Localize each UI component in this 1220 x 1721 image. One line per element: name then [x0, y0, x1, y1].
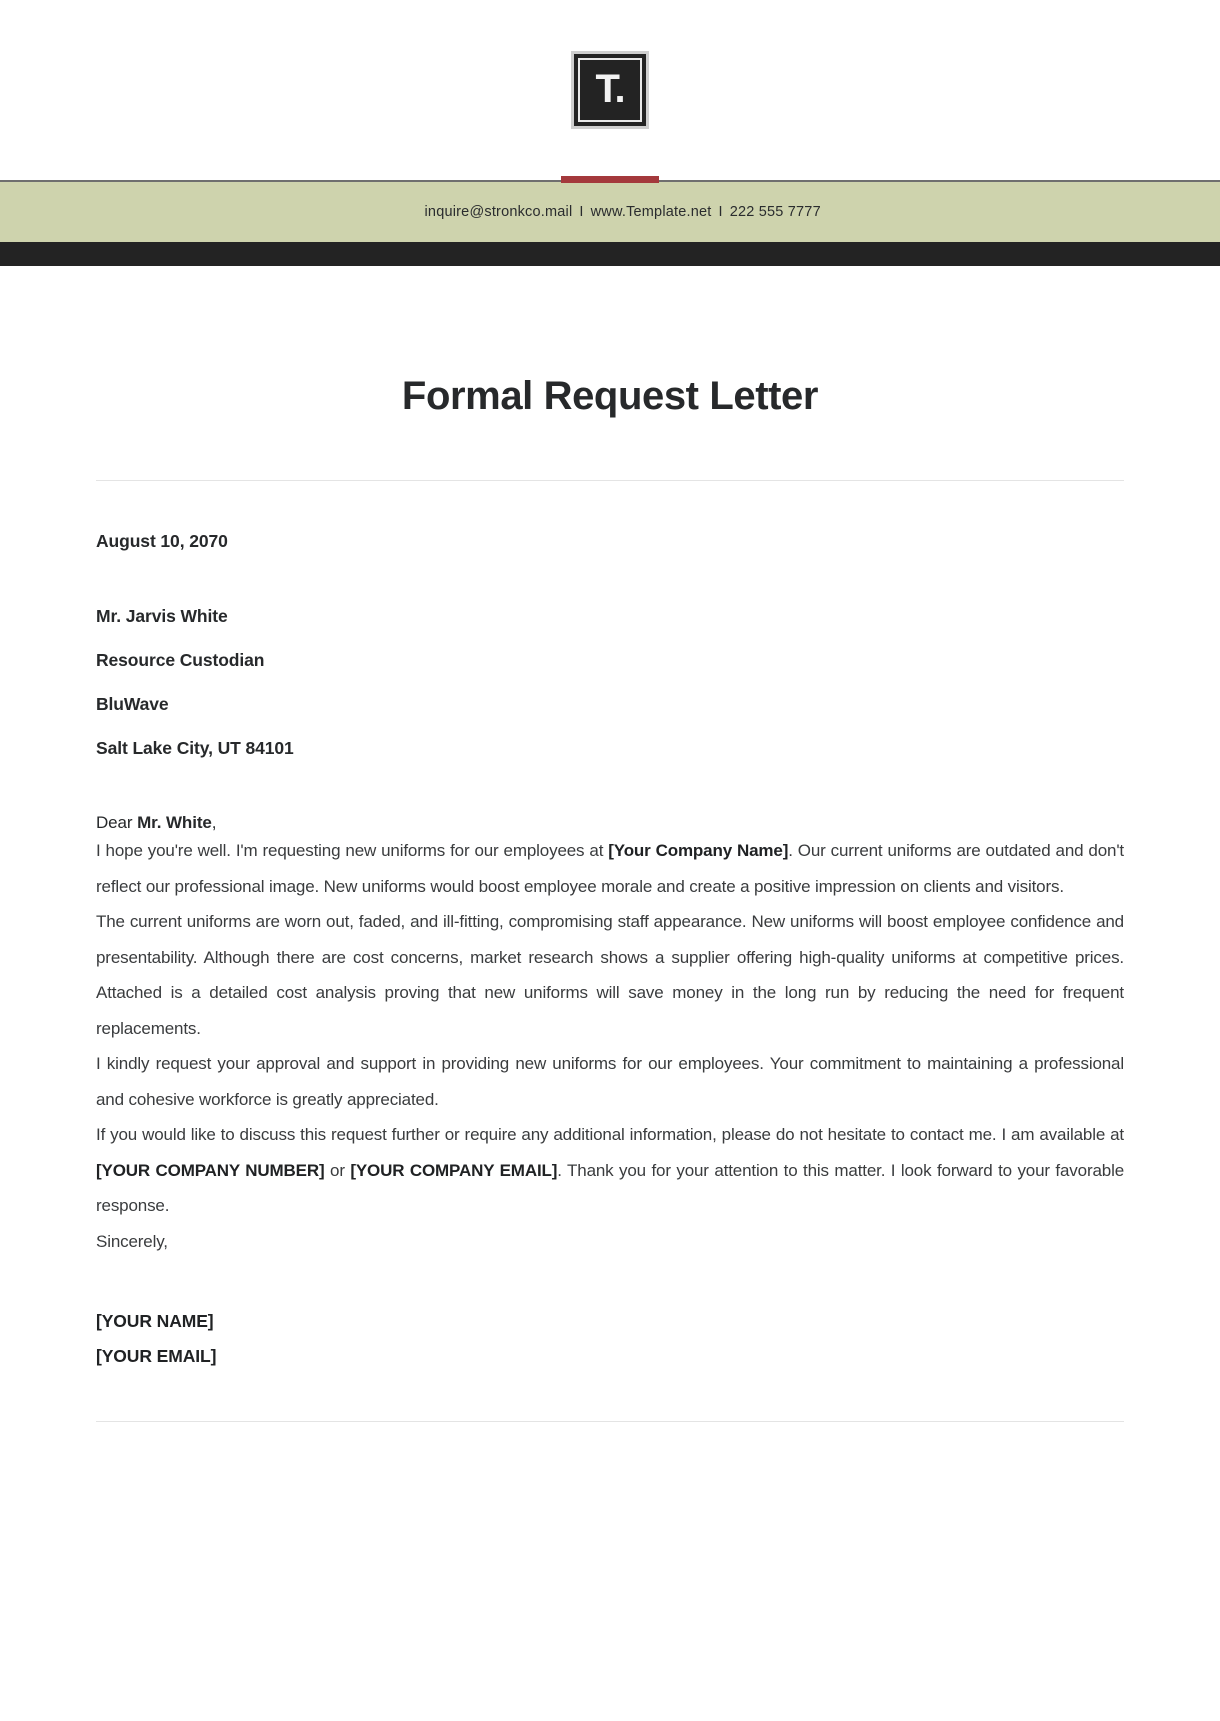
dark-band	[0, 242, 1220, 266]
paragraph-text: . Our current uniforms are outdated and don't reflect our professional image. New uniforms would boost employee morale and create a positive impression on clients and visitors.	[96, 841, 1124, 896]
placeholder-token: [YOUR COMPANY NUMBER]	[96, 1160, 325, 1180]
paragraph-text: I kindly request your approval and support in providing new uniforms for our employees. Your commitment to maintaining a professional and cohesive workforce is greatly appreciated.	[96, 1054, 1124, 1109]
letter-paragraphs	[96, 833, 1124, 1224]
placeholder-token: [YOUR COMPANY EMAIL]	[350, 1160, 558, 1180]
contact-bar	[0, 182, 1220, 242]
template-logo	[571, 51, 649, 129]
contact-phone[interactable]: 222 555 7777	[729, 204, 821, 220]
recipient-address-block	[96, 606, 1124, 759]
paragraph-text: . Thank you for your attention to this matter. I look forward to your favorable response.	[96, 1160, 1124, 1215]
paragraph-text: or	[324, 1160, 351, 1180]
accent-tab	[561, 176, 659, 183]
contact-email[interactable]: inquire@stronkco.mail	[424, 204, 573, 220]
placeholder-token: [Your Company Name]	[608, 841, 789, 860]
letter-paragraph	[96, 1046, 1124, 1117]
letter-date: August 10, 2070	[96, 531, 228, 551]
recipient-name: Mr. Jarvis White	[96, 606, 228, 626]
contact-info	[399, 188, 821, 236]
footer-divider	[96, 1421, 1124, 1422]
recipient-title: Resource Custodian	[96, 650, 265, 670]
paragraph-text: The current uniforms are worn out, faded, and ill-fitting, compromising staff appearance. New uniforms will boost employee confidence and presentability. Although there are cost concerns, market research shows a supplier offering high-quality uniforms at competitive prices. Attached is a detailed cost analysis proving that new uniforms will save money in the long run by reducing the need for frequent replacements.	[96, 912, 1124, 1038]
salutation-name: Mr. White	[137, 813, 212, 832]
logo-inner-frame	[578, 58, 642, 122]
logo-area	[0, 0, 1220, 180]
closing-line: Sincerely,	[96, 1231, 168, 1251]
paragraph-text: I hope you're well. I'm requesting new uniforms for our employees at	[96, 841, 609, 860]
letter-paragraph	[96, 904, 1124, 1046]
salutation-suffix: ,	[211, 813, 217, 832]
paragraph-text: If you would like to discuss this request further or require any additional information, please do not hesitate to contact me. I am available at	[96, 1125, 1124, 1144]
recipient-company: BluWave	[96, 694, 169, 714]
signature-email: [YOUR EMAIL]	[96, 1346, 217, 1366]
signature-block	[96, 1311, 1124, 1367]
contact-bar-wrapper	[0, 180, 1220, 266]
document-body	[0, 374, 1220, 1422]
letter-paragraph	[96, 1117, 1124, 1224]
salutation	[96, 813, 1124, 833]
contact-website[interactable]: www.Template.net	[590, 204, 712, 220]
logo-letter-icon: T.	[595, 67, 625, 111]
contact-separator-2: I	[718, 204, 723, 220]
page-title: Formal Request Letter	[401, 374, 819, 418]
recipient-city: Salt Lake City, UT 84101	[96, 738, 294, 758]
salutation-prefix: Dear	[96, 813, 138, 832]
letter-paragraph	[96, 833, 1124, 904]
title-divider	[96, 480, 1124, 481]
signature-name: [YOUR NAME]	[96, 1311, 214, 1331]
contact-separator-1: I	[579, 204, 584, 220]
